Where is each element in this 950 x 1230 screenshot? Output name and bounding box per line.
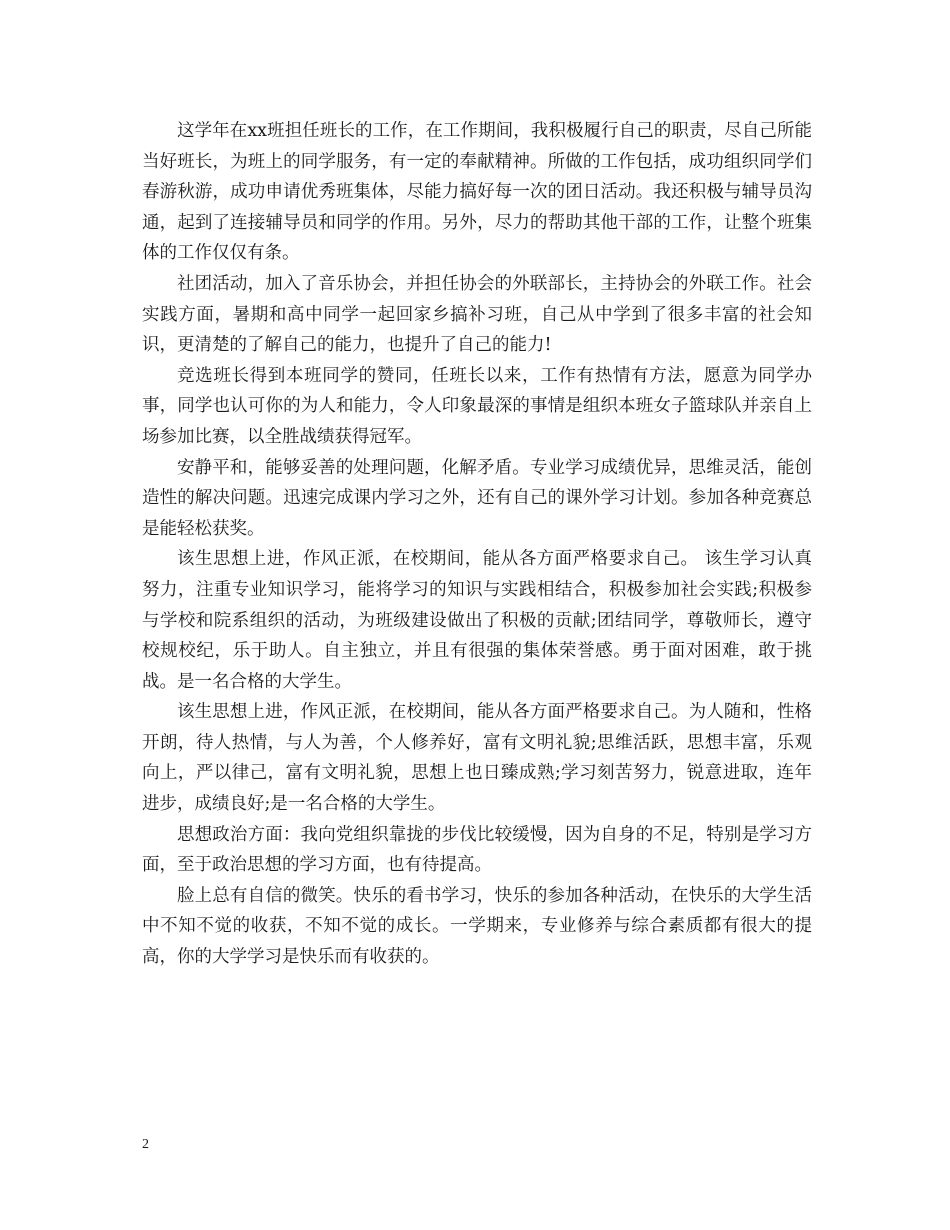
paragraph-confident-smile: 脸上总有自信的微笑。快乐的看书学习，快乐的参加各种活动，在快乐的大学生活中不知不觉的收获，不知不觉的成长。一学期来，专业修养与综合素质都有很大的提高，你的大学学习是快乐而有收获的。	[142, 885, 812, 968]
paragraph-political-thought: 思想政治方面：我向党组织靠拢的步伐比较缓慢，因为自身的不足，特别是学习方面，至于政治思想的学习方面，也有待提高。	[142, 824, 812, 876]
paragraph-club-activities: 社团活动，加入了音乐协会，并担任协会的外联部长，主持协会的外联工作。社会实践方面，暑期和高中同学一起回家乡搞补习班，自己从中学到了很多丰富的社会知识，更清楚的了解自己的能力，也提升了自己的能力!	[142, 273, 812, 356]
paragraph-evaluation-two: 该生思想上进，作风正派，在校期间，能从各方面严格要求自己。为人随和，性格开朗，待人热情，与人为善，个人修养好，富有文明礼貌;思维活跃，思想丰富，乐观向上，严以律己，富有文明礼貌，思想上也日臻成熟;学习刻苦努力，锐意进取，连年进步，成绩良好;是一名合格的大学生。	[142, 702, 812, 815]
paragraph-monitor-election: 竞选班长得到本班同学的赞同，任班长以来，工作有热情有方法，愿意为同学办事，同学也认可你的为人和能力，令人印象最深的事情是组织本班女子篮球队并亲自上场参加比赛，以全胜战绩获得冠军。	[142, 365, 812, 447]
paragraph-class-monitor-work: 这学年在xx班担任班长的工作，在工作期间，我积极履行自己的职责，尽自己所能当好班长，为班上的同学服务，有一定的奉献精神。所做的工作包括，成功组织同学们春游秋游，成功申请优秀班集体，尽能力搞好每一次的团日活动。我还积极与辅导员沟通，起到了连接辅导员和同学的作用。另外，尽力的帮助其他干部的工作，让整个班集体的工作仅仅有条。	[142, 121, 812, 264]
paragraph-evaluation-one: 该生思想上进，作风正派，在校期间，能从各方面严格要求自己。 该生学习认真努力，注重专业知识学习，能将学习的知识与实践相结合，积极参加社会实践;积极参与学校和院系组织的活动，为班级建设做出了积极的贡献;团结同学，尊敬师长，遵守校规校纪，乐于助人。自主独立，并且有很强的集体荣誉感。勇于面对困难，敢于挑战。是一名合格的大学生。	[142, 549, 812, 692]
document-body	[142, 116, 812, 973]
paragraph-calm-and-capable: 安静平和，能够妥善的处理问题，化解矛盾。专业学习成绩优异，思维灵活，能创造性的解决问题。迅速完成课内学习之外，还有自己的课外学习计划。参加各种竞赛总是能轻松获奖。	[142, 457, 812, 539]
page-number: 2	[142, 1137, 149, 1152]
